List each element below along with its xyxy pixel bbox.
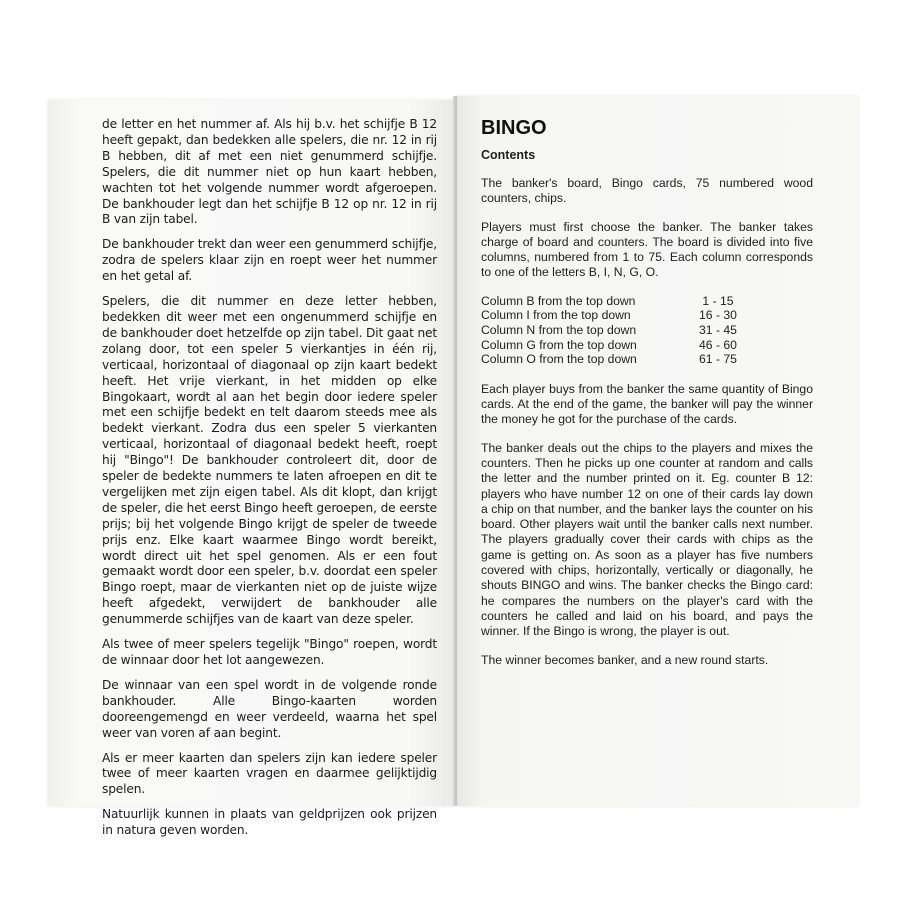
column-label: Column O from the top down [481, 352, 637, 367]
table-row [481, 308, 748, 323]
left-page [48, 100, 455, 838]
page-title: BINGO [481, 117, 547, 139]
right-page [457, 96, 858, 806]
table-row [481, 352, 748, 367]
gameplay-paragraph: The banker deals out the chips to the players and mixes the counters. Then he picks up one counter at random and calls the letter and the number printed on it. Eg. counter B 12: players who have number 12 on one of their cards lay down a chip on that number, and the banker lays the counter on his board. Other players wait until the banker calls next number. The players gradually cover their cards with chips as the game is getting on. As soon as a player has five numbers covered with chips, horizontally, vertically or diagonally, he shouts BINGO and wins. The banker checks the Bingo card: he compares the numbers on the player's card with the counters he called and laid on his board, and pays the winner. If the Bingo is wrong, the player is out. [481, 440, 813, 639]
table-row [481, 338, 748, 353]
contents-heading: Contents [481, 148, 536, 162]
english-rules-text [481, 116, 813, 681]
dutch-paragraph: de letter en het nummer af. Als hij b.v. het schijfje B 12 heeft gepakt, dan bedekken alle spelers, die nr. 12 in rij B hebben, dit af met een niet genummerd schijfje. Spelers, die dit nummer niet op hun kaart hebben, wachten tot het volgende nummer wordt afgeroepen. De bankhouder legt dan het schijfje B 12 op nr. 12 in rij B van zijn tabel. [102, 117, 437, 227]
column-range-table [481, 294, 748, 367]
table-row [481, 294, 748, 309]
dutch-paragraph: Als er meer kaarten dan spelers zijn kan iedere speler twee of meer kaarten vragen en daarmee gelijktijdig spelen. [102, 750, 437, 797]
column-range: 46 - 60 [699, 337, 737, 352]
column-range: 61 - 75 [699, 352, 737, 367]
table-row [481, 323, 748, 338]
column-label: Column B from the top down [481, 293, 636, 308]
dutch-paragraph: Natuurlijk kunnen in plaats van geldprijzen ook prijzen in natura geven worden. [102, 807, 437, 838]
column-range: 31 - 45 [699, 322, 737, 337]
contents-paragraph: The banker's board, Bingo cards, 75 numbered wood counters, chips. [481, 176, 813, 206]
column-range: 1 - 15 [702, 293, 734, 308]
column-range: 16 - 30 [699, 308, 737, 323]
dutch-paragraph: De bankhouder trekt dan weer een genummerd schijfje, zodra de spelers klaar zijn en roept weer het nummer en het getal af. [102, 237, 437, 284]
intro-paragraph: Players must first choose the banker. The banker takes charge of board and counters. The board is divided into five columns, numbered from 1 to 75. Each column corresponds to one of the letters B, I, N, G, O. [481, 219, 813, 280]
column-label: Column G from the top down [481, 337, 637, 352]
column-label: Column I from the top down [481, 308, 631, 323]
purchase-paragraph: Each player buys from the banker the same quantity of Bingo cards. At the end of the game, the banker will pay the winner the money he got for the purchase of the cards. [481, 381, 813, 427]
closing-paragraph: The winner becomes banker, and a new round starts. [481, 652, 769, 667]
dutch-paragraph: Als twee of meer spelers tegelijk "Bingo" roepen, wordt de winnaar door het lot aangewezen. [102, 637, 437, 667]
dutch-paragraph: Spelers, die dit nummer en deze letter hebben, bedekken dit weer met een ongenummerd schijfje en de bankhouder doet hetzelfde op zijn tabel. Dit gaat net zolang door, tot een speler 5 vierkantjes in één rij, verticaal, horizontaal of diagonaal op zijn kaart bedekt heeft. Het vrije vierkant, in het midden op elke Bingokaart, wordt al aan het begin door iedere speler met een schijfje bedekt en telt daarom steeds mee als bedekt vierkant. Zodra dus een speler 5 vierkanten verticaal, horizontaal of diagonaal bedekt heeft, roept hij "Bingo"! De bankhouder controleert dit, door de speler de bedekte nummers te laten afroepen en dit te vergelijken met zijn eigen tabel. Als dit klopt, dan krijgt de speler, die het eerst Bingo heeft geroepen, de eerste prijs; bij het volgende Bingo krijgt de speler de tweede prijs enz. Elke kaart waarmee Bingo wordt bereikt, wordt direct uit het spel genomen. Als er een fout gemaakt wordt door een speler, b.v. doordat een speler Bingo roept, maar de vierkanten niet op de juiste wijze heeft afgedekt, verwijdert de bankhouder alle genummerde schijfjes van de kaart van deze speler. [102, 294, 437, 627]
column-label: Column N from the top down [481, 322, 637, 337]
dutch-paragraph: De winnaar van een spel wordt in de volgende ronde bankhouder. Alle Bingo-kaarten worden dooreengemengd en weer verdeeld, waarna het spel weer van voren af aan begint. [102, 677, 437, 740]
dutch-rules-text [102, 117, 437, 848]
